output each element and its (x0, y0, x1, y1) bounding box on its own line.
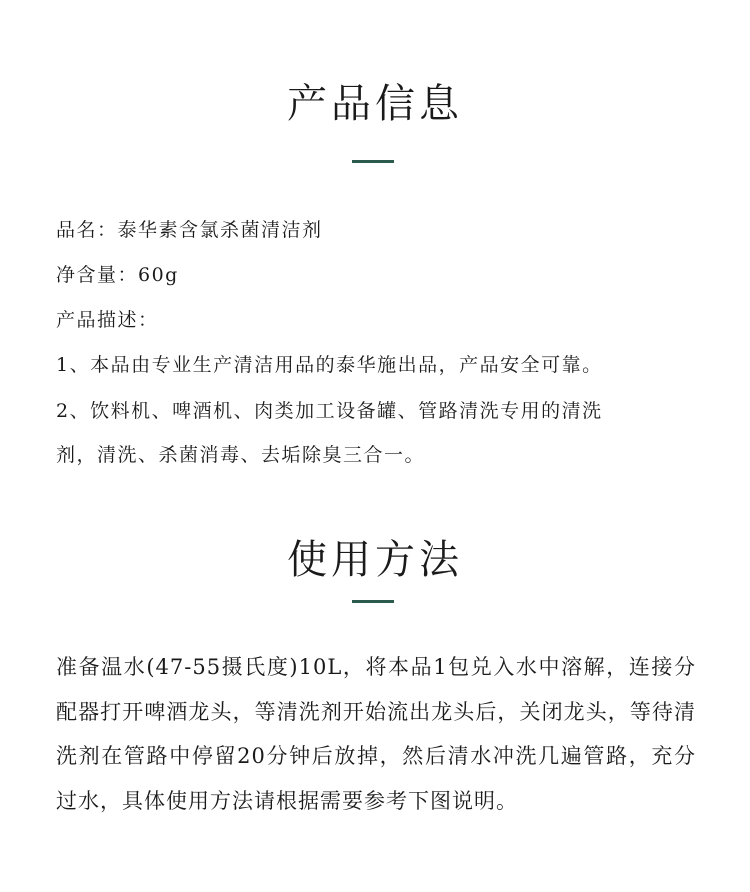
usage-divider (352, 600, 394, 603)
description-heading: 产品描述： (56, 309, 159, 331)
product-info-divider (352, 160, 394, 163)
product-name-line: 品名：泰华素含氯杀菌清洁剂 (56, 219, 323, 241)
usage-instructions: 准备温水(47-55摄氏度)10L，将本品1包兑入水中溶解，连接分配器打开啤酒龙头，等清洗剂开始流出龙头后，关闭龙头，等待清洗剂在管路中停留20分钟后放掉，然后清水冲洗几遍管路，充分过水，具体使用方法请根据需要参考下图说明。 (56, 655, 696, 813)
description-item-1: 1、本品由专业生产清洁用品的泰华施出品，产品安全可靠。 (56, 354, 603, 376)
description-item-2-line-2: 剂，清洗、杀菌消毒、去垢除臭三合一。 (56, 444, 426, 466)
description-item-2-line-1: 2、饮料机、啤酒机、肉类加工设备罐、管路清洗专用的清洗 (56, 400, 603, 422)
usage-title: 使用方法 (287, 537, 463, 583)
net-content-line: 净含量：60g (56, 264, 179, 286)
product-info-title: 产品信息 (287, 81, 463, 127)
